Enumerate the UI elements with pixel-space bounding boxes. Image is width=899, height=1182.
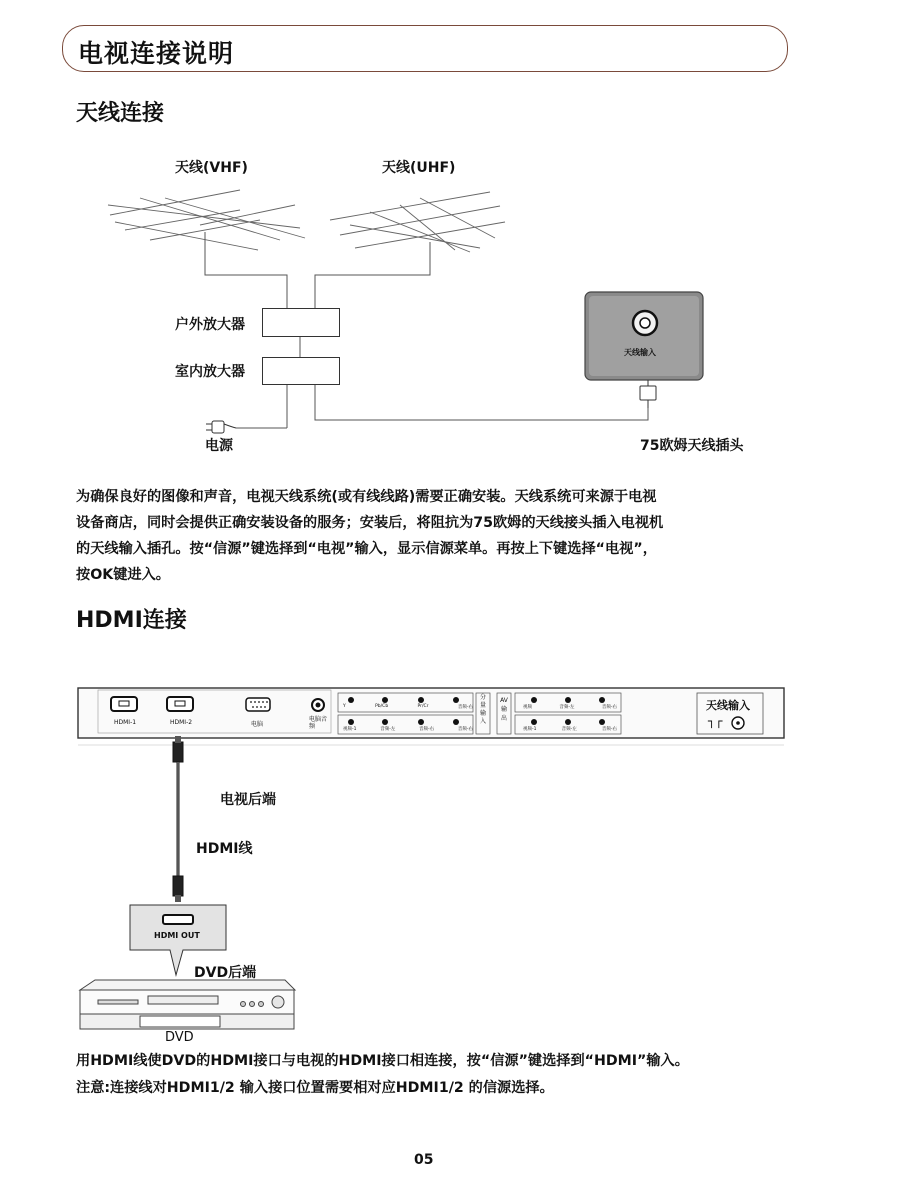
component-label: 音频-右: [419, 727, 435, 732]
coax-plug-icon: [640, 380, 656, 408]
antenna-instructions-line: 设备商店，同时会提供正确安装设备的服务；安装后，将阻抗为75欧姆的天线接头插入电视机: [76, 515, 664, 531]
component-label: 音频-右: [457, 727, 473, 732]
av-label: 音频-左: [559, 705, 575, 710]
component-label: Pr/Cr: [417, 704, 429, 709]
hdmi-cable-icon: [173, 736, 183, 902]
uhf-antenna-icon: [330, 192, 505, 252]
coax-plug-label: 75欧姆天线插头: [640, 438, 744, 454]
hdmi-cable-label: HDMI线: [196, 841, 253, 857]
av-bottom-labels: [523, 726, 617, 732]
hdmi1-label: HDMI-1: [114, 719, 137, 726]
antenna-instructions-line: 按OK键进入。: [76, 567, 170, 583]
dvd-player-icon: [80, 980, 295, 1029]
antenna-instructions-line: 的天线输入插孔。按“信源”键选择到“电视”输入，显示信源菜单。再按上下键选择“电视”，: [76, 541, 657, 557]
component-label: 音频-左: [380, 727, 396, 732]
component-label: Pb/Cb: [375, 704, 389, 709]
vhf-label: 天线(VHF): [175, 160, 248, 176]
power-label: 电源: [205, 438, 233, 454]
hdmi-instructions-line: 用HDMI线使DVD的HDMI接口与电视的HDMI接口相连接，按“信源”键选择到“HDMI”输入。: [76, 1053, 689, 1069]
hdmi1-port-icon: [111, 697, 137, 711]
component-input-label: 分量输入: [479, 694, 486, 725]
dvd-label: DVD: [165, 1030, 194, 1045]
tv-back-label: 电视后端: [220, 792, 276, 808]
antenna-symbol-icon: ┐┌: [708, 714, 723, 728]
hdmi-out-port-icon: [163, 915, 193, 924]
component-bottom-labels: [343, 726, 473, 732]
hdmi2-label: HDMI-2: [170, 719, 193, 726]
av-label: 视频-1: [523, 727, 537, 732]
vga-port-icon: [246, 698, 270, 711]
antenna-section-title: 天线连接: [76, 101, 165, 126]
pc-label: 电脑: [251, 721, 264, 728]
hdmi-section-title: HDMI连接: [76, 608, 187, 633]
av-label: 音频-左: [561, 727, 577, 732]
component-label: 音频-右: [457, 705, 473, 710]
vhf-antenna-icon: [108, 190, 305, 250]
av-label: 音频-右: [601, 727, 617, 732]
component-top-labels: [343, 704, 473, 710]
av-label: 音频-右: [601, 705, 617, 710]
outdoor-amplifier: [262, 308, 340, 337]
antenna-instructions-line: 为确保良好的图像和声音，电视天线系统(或有线线路)需要正确安装。天线系统可来源于电视: [76, 489, 657, 505]
hdmi-out-label: HDMI OUT: [154, 931, 200, 940]
pc-audio-label: 电脑音频: [309, 716, 328, 730]
antenna-instructions: [76, 484, 821, 588]
page-number: 05: [414, 1152, 434, 1168]
tv-antenna-input-label: 天线输入: [624, 348, 656, 357]
av-top-labels: [523, 704, 617, 710]
indoor-amp-label: 室内放大器: [175, 364, 245, 380]
tv-antenna-panel: [585, 292, 703, 380]
power-plug-icon: [206, 421, 236, 433]
av-label: 视频: [523, 705, 532, 710]
uhf-label: 天线(UHF): [382, 160, 456, 176]
panel-antenna-label: 天线输入: [706, 699, 750, 712]
hdmi2-port-icon: [167, 697, 193, 711]
component-label: Y: [343, 704, 346, 709]
indoor-amplifier: [262, 357, 340, 385]
component-label: 视频-1: [343, 727, 357, 732]
hdmi-instructions: [76, 1048, 821, 1102]
hdmi-instructions-line: 注意:连接线对HDMI1/2 输入接口位置需要相对应HDMI1/2 的信源选择。: [76, 1080, 554, 1096]
page-title: 电视连接说明: [78, 39, 235, 68]
outdoor-amp-label: 户外放大器: [175, 317, 245, 333]
av-output-label: AV输出: [500, 697, 508, 722]
dvd-back-label: DVD后端: [194, 965, 257, 981]
